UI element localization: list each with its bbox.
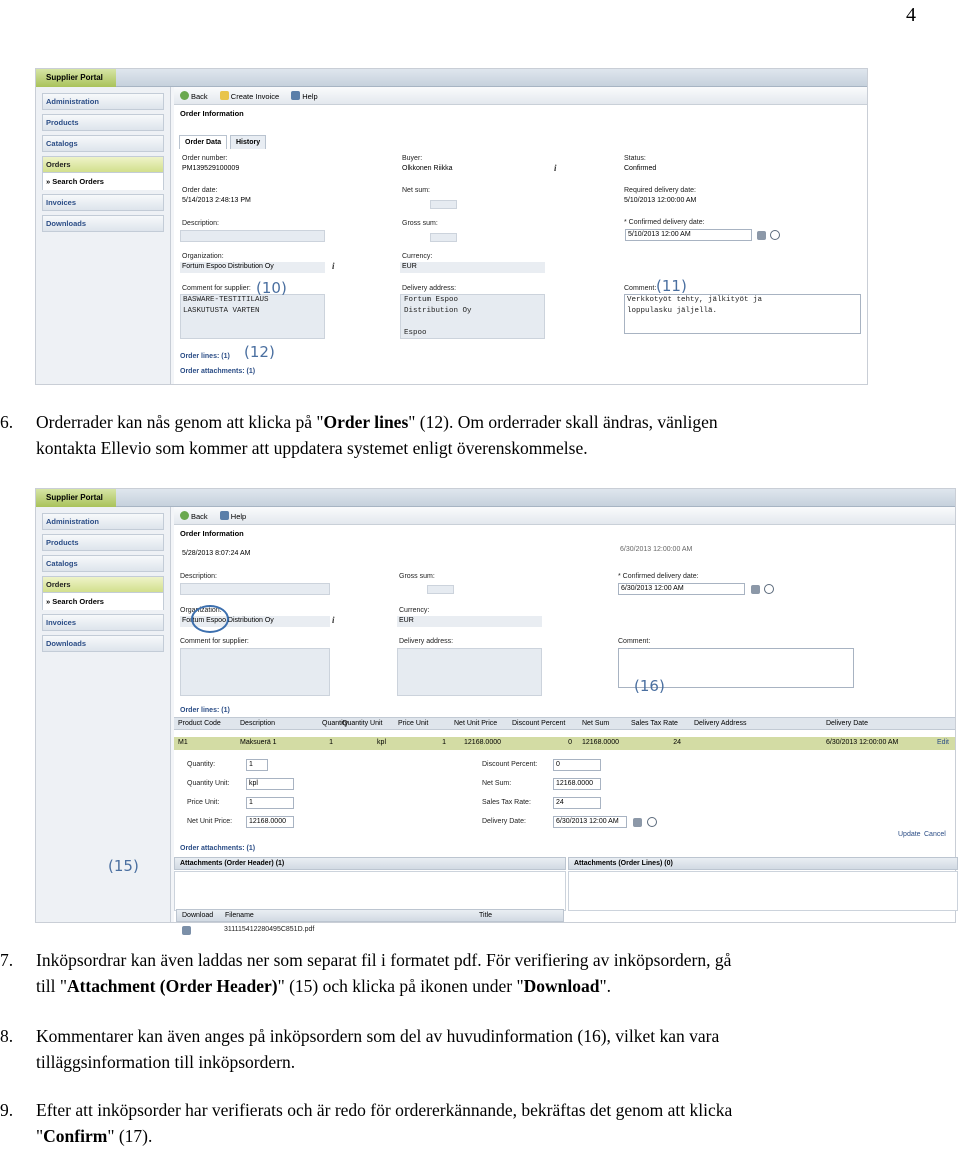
column-header: Quantity Unit	[342, 720, 383, 727]
tab-history[interactable]: History	[230, 135, 266, 149]
order-lines-header	[174, 717, 955, 730]
description-label: Description:	[180, 573, 217, 580]
order-number-label: Order number:	[182, 155, 228, 162]
help-icon	[291, 91, 300, 100]
comment-supplier-label: Comment for supplier:	[182, 285, 251, 292]
order-line-row[interactable]	[174, 737, 955, 750]
gross-sum-label: Gross sum:	[399, 573, 435, 580]
toolbar	[174, 507, 955, 525]
section-title: Order Information	[180, 529, 244, 538]
table-cell: Maksuerä 1	[240, 739, 277, 746]
currency-value: EUR	[400, 262, 545, 273]
sidebar-item-downloads[interactable]: Downloads	[42, 215, 164, 232]
paragraph-line: kontakta Ellevio som kommer att uppdatera systemet enligt överenskommelse.	[36, 437, 588, 458]
description-label: Description:	[182, 220, 219, 227]
tax-label: Sales Tax Rate:	[482, 799, 531, 806]
quantity-label: Quantity:	[187, 761, 216, 768]
sidebar-item-administration[interactable]: Administration	[42, 93, 164, 110]
info-icon[interactable]: i	[332, 615, 335, 625]
sidebar-item-search-orders[interactable]: » Search Orders	[42, 173, 164, 190]
table-cell: 1	[329, 739, 333, 746]
screenshot-order-lines	[35, 488, 956, 933]
column-header: Description	[240, 720, 276, 727]
net-unit-price-label: Net Unit Price:	[187, 818, 233, 825]
price-unit-label: Price Unit:	[187, 799, 220, 806]
paragraph-line	[36, 1124, 936, 1149]
main-panel	[174, 507, 955, 933]
text-run: " (12). Om orderrader skall ändras, vänligen	[408, 412, 718, 432]
help-button[interactable]	[291, 91, 317, 101]
paragraph-7	[0, 948, 936, 999]
delivery-line1: Fortum Espoo	[404, 296, 459, 304]
calendar-icon[interactable]	[757, 231, 766, 240]
currency-label: Currency:	[402, 253, 433, 260]
clock-icon[interactable]	[764, 584, 774, 594]
table-cell: 0	[568, 739, 572, 746]
top-bar	[36, 69, 867, 87]
table-cell: kpl	[377, 739, 386, 746]
gross-sum-value	[427, 585, 454, 594]
paragraph-number: 9.	[0, 1100, 14, 1120]
sidebar-item-downloads[interactable]: Downloads	[42, 635, 164, 652]
column-filename: Filename	[225, 912, 254, 919]
confirmed-delivery-input[interactable]: 6/30/2013 12:00 AM	[618, 583, 745, 595]
order-attachments-link[interactable]: Order attachments: (1)	[180, 845, 256, 852]
comment-label: Comment:	[624, 285, 657, 292]
paragraph-9	[0, 1098, 936, 1149]
delivery-address-label: Delivery address:	[399, 638, 454, 645]
annotation-12: (12)	[244, 343, 275, 361]
sidebar-item-invoices[interactable]: Invoices	[42, 194, 164, 211]
edit-link[interactable]: Edit	[936, 739, 949, 746]
discount-input[interactable]: 0	[553, 759, 601, 771]
order-date-value: 5/28/2013 8:07:24 AM	[182, 550, 251, 557]
required-delivery-value: 5/10/2013 12:00:00 AM	[624, 197, 697, 204]
back-button[interactable]	[180, 511, 208, 521]
text-run: " (15) och klicka på ikonen under "	[277, 975, 524, 996]
sidebar-item-search-orders[interactable]: » Search Orders	[42, 593, 164, 610]
annotation-15: (15)	[108, 857, 139, 875]
attachments-column-header	[176, 909, 564, 922]
paragraph-line: Kommentarer kan även anges på inköpsordern som del av huvudinformation (16), vilket kan vara	[36, 1026, 720, 1046]
organization-value: Fortum Espoo Distribution Oy	[180, 262, 325, 273]
paragraph-line: Inköpsordrar kan även laddas ner som separat fil i formatet pdf. För verifiering av inköpsordern, gå	[36, 950, 732, 970]
paragraph-number: 8.	[0, 1026, 14, 1046]
organization-value: Fortum Espoo Distribution Oy	[180, 616, 330, 627]
quantity-unit-input[interactable]: kpl	[246, 778, 294, 790]
text-run: Orderrader kan nås genom att klicka på "	[36, 412, 324, 432]
column-header: Delivery Date	[826, 720, 869, 727]
bold-run: Download	[523, 975, 600, 996]
clock-icon[interactable]	[770, 230, 780, 240]
attachments-header-panel: Attachments (Order Header) (1)	[174, 857, 566, 870]
create-invoice-button[interactable]	[220, 91, 279, 101]
quantity-unit-label: Quantity Unit:	[187, 780, 230, 787]
comment-supplier-box	[180, 648, 330, 696]
description-value	[180, 230, 325, 242]
order-lines-link[interactable]: Order lines: (1)	[180, 707, 230, 714]
net-sum-label: Net sum:	[402, 187, 431, 194]
net-sum-value	[430, 200, 457, 209]
delivery-line2: Distribution Oy	[404, 307, 472, 315]
calendar-icon[interactable]	[633, 818, 642, 827]
sidebar-item-products[interactable]: Products	[42, 534, 164, 551]
sidebar	[36, 87, 171, 384]
required-delivery-value: 6/30/2013 12:00:00 AM	[620, 546, 693, 553]
table-cell: M1	[178, 739, 188, 746]
back-icon	[180, 511, 189, 520]
paragraph-line	[36, 410, 936, 436]
column-header: Product Code	[178, 720, 221, 727]
annotation-10: (10)	[256, 279, 287, 297]
table-cell: 6/30/2013 12:00:00 AM	[826, 739, 899, 746]
discount-label: Discount Percent:	[482, 761, 538, 768]
clock-icon[interactable]	[647, 817, 657, 827]
text-run: " (17).	[107, 1125, 153, 1146]
info-icon[interactable]: i	[554, 163, 557, 173]
net-sum-input[interactable]: 12168.0000	[553, 778, 601, 790]
portal-title: Supplier Portal	[36, 489, 116, 507]
screenshot-order-information	[35, 68, 868, 385]
table-cell: 12168.0000	[582, 739, 619, 746]
attachments-lines-body	[568, 871, 958, 911]
calendar-icon[interactable]	[751, 585, 760, 594]
net-sum-label: Net Sum:	[482, 780, 512, 787]
column-header: Delivery Address	[694, 720, 747, 727]
bold-run: Attachment (Order Header)	[66, 975, 278, 996]
organization-label: Organization:	[180, 607, 222, 614]
invoice-icon	[220, 91, 229, 100]
order-attachments-link[interactable]: Order attachments: (1)	[180, 368, 256, 375]
delivery-date-input[interactable]: 6/30/2013 12:00 AM	[553, 816, 627, 828]
comment-supplier-line2: LASKUTUSTA VARTEN	[183, 307, 260, 315]
gross-sum-value	[430, 233, 457, 242]
info-icon[interactable]: i	[332, 261, 335, 271]
paragraph-line	[36, 974, 936, 1000]
download-icon[interactable]	[182, 926, 191, 935]
toolbar	[174, 87, 867, 105]
table-cell: 1	[442, 739, 446, 746]
order-date-label: Order date:	[182, 187, 218, 194]
sidebar	[36, 507, 171, 922]
bold-run: Order lines	[323, 412, 409, 432]
attachments-lines-panel: Attachments (Order Lines) (0)	[568, 857, 958, 870]
paragraph-line: tilläggsinformation till inköpsordern.	[36, 1051, 296, 1072]
organization-label: Organization:	[182, 253, 224, 260]
section-title: Order Information	[180, 109, 244, 118]
sidebar-item-products[interactable]: Products	[42, 114, 164, 131]
comment-line1: Verkkotyöt tehty, jälkityöt ja	[627, 296, 763, 304]
sidebar-item-administration[interactable]: Administration	[42, 513, 164, 530]
confirmed-delivery-label: * Confirmed delivery date:	[618, 573, 699, 580]
back-label: Back	[191, 92, 208, 101]
comment-supplier-line1: BASWARE-TESTITILAUS	[183, 296, 269, 304]
currency-label: Currency:	[399, 607, 430, 614]
column-header: Sales Tax Rate	[631, 720, 678, 727]
annotation-16: (16)	[634, 677, 665, 695]
tab-order-data[interactable]: Order Data	[179, 135, 227, 149]
update-link[interactable]: Update	[898, 831, 921, 838]
back-button[interactable]	[180, 91, 208, 101]
column-header: Net Sum	[582, 720, 610, 727]
order-date-value: 5/14/2013 2:48:13 PM	[182, 197, 251, 204]
sidebar-item-orders[interactable]: Orders	[42, 156, 164, 173]
confirmed-delivery-input[interactable]: 5/10/2013 12:00 AM	[625, 229, 752, 241]
gross-sum-label: Gross sum:	[402, 220, 438, 227]
help-label: Help	[230, 512, 247, 521]
required-delivery-label: Required delivery date:	[624, 187, 696, 194]
status-value: Confirmed	[624, 165, 657, 172]
net-unit-price-input[interactable]: 12168.0000	[246, 816, 294, 828]
paragraph-8	[0, 1024, 936, 1075]
page-number: 4	[906, 4, 916, 26]
text-run: till "	[36, 975, 67, 996]
buyer-value: Olkkonen Riikka	[402, 165, 453, 172]
sidebar-item-orders[interactable]: Orders	[42, 576, 164, 593]
sidebar-item-catalogs[interactable]: Catalogs	[42, 555, 164, 572]
help-button[interactable]	[220, 511, 246, 521]
comment-label: Comment:	[618, 638, 651, 645]
order-number-value: PM139529100009	[182, 165, 240, 172]
delivery-address-label: Delivery address:	[402, 285, 457, 292]
delivery-address-box	[397, 648, 542, 696]
main-panel	[174, 87, 867, 384]
comment-supplier-label: Comment for supplier:	[180, 638, 249, 645]
help-label: Help	[302, 92, 318, 101]
buyer-label: Buyer:	[402, 155, 423, 162]
table-cell: 12168.0000	[464, 739, 501, 746]
back-icon	[180, 91, 189, 100]
annotation-11: (11)	[656, 277, 687, 295]
bold-run: Confirm	[43, 1125, 108, 1146]
delivery-date-label: Delivery Date:	[482, 818, 526, 825]
column-download: Download	[182, 912, 214, 919]
sidebar-item-invoices[interactable]: Invoices	[42, 614, 164, 631]
back-label: Back	[191, 512, 208, 521]
paragraph-number: 6.	[0, 412, 14, 432]
confirmed-delivery-label: * Confirmed delivery date:	[624, 219, 705, 226]
cancel-link[interactable]: Cancel	[924, 831, 946, 838]
column-header: Price Unit	[398, 720, 429, 727]
paragraph-line: Efter att inköpsorder har verifierats och är redo för ordererkännande, bekräftas det genom att klicka	[36, 1100, 733, 1120]
highlight-circle	[191, 605, 229, 633]
portal-title: Supplier Portal	[36, 69, 116, 87]
top-bar	[36, 489, 955, 507]
description-value	[180, 583, 330, 595]
order-lines-link[interactable]: Order lines: (1)	[180, 353, 230, 360]
column-header: Discount Percent	[512, 720, 566, 727]
attachments-panel-body	[174, 871, 566, 911]
paragraph-number: 7.	[0, 950, 14, 970]
sidebar-item-catalogs[interactable]: Catalogs	[42, 135, 164, 152]
text-run: "	[36, 1125, 44, 1146]
status-label: Status:	[624, 155, 646, 162]
table-cell: 24	[673, 739, 681, 746]
delivery-line3: Espoo	[404, 329, 427, 337]
comment-line2: loppulasku jäljellä.	[627, 307, 718, 315]
paragraph-6	[0, 410, 936, 461]
currency-value: EUR	[397, 616, 542, 627]
text-run: ".	[599, 975, 612, 996]
quantity-input[interactable]: 1	[246, 759, 268, 771]
column-header: Quantity	[322, 720, 349, 727]
help-icon	[220, 511, 229, 520]
attachment-filename[interactable]: 311115412280495C851D.pdf	[224, 926, 315, 933]
price-unit-input[interactable]: 1	[246, 797, 294, 809]
column-header: Net Unit Price	[454, 720, 498, 727]
tax-input[interactable]: 24	[553, 797, 601, 809]
create-invoice-label: Create Invoice	[230, 92, 280, 101]
column-title: Title	[479, 912, 492, 919]
